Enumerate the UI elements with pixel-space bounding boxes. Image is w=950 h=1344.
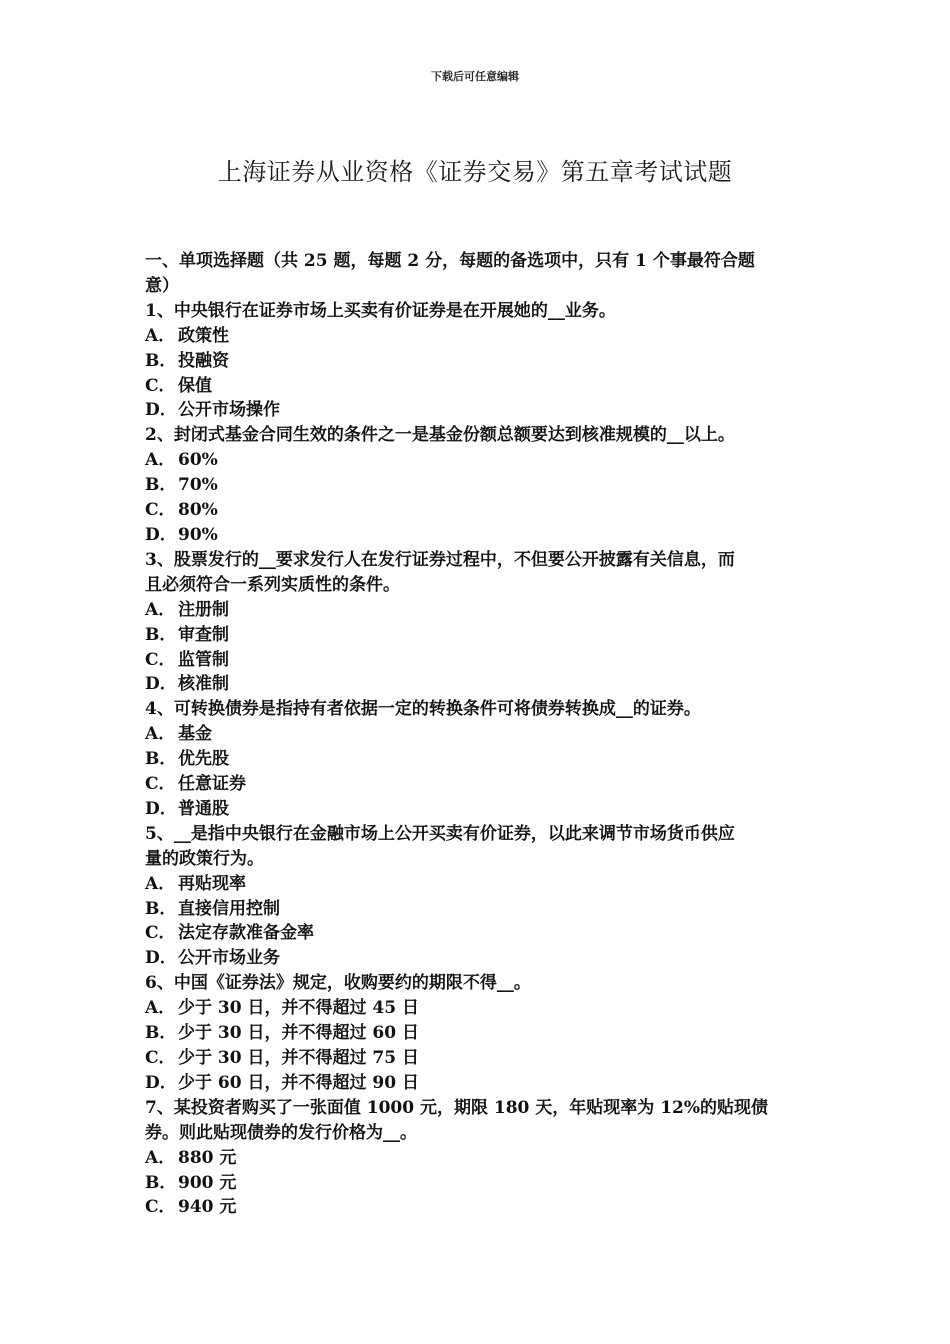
option-letter: C． [145,774,176,795]
option-letter: C． [145,649,176,670]
option-letter: D． [145,524,177,545]
question-item [145,697,810,822]
page-title: 上海证券从业资格《证券交易》第五章考试试题 [217,158,733,186]
option-text: 直接信用控制 [178,898,280,919]
answer-option [145,921,810,946]
option-text: 少于 30 日，并不得超过 45 日 [178,998,419,1019]
option-text: 90% [178,524,218,545]
document-body [145,249,810,1220]
option-letter: A． [145,325,176,346]
question-text: 且必须符合一系列实质性的条件。 [145,574,400,595]
question-text: 6、中国《证券法》规定，收购要约的期限不得__。 [145,973,531,994]
option-text: 70% [178,475,218,496]
option-text: 注册制 [178,599,229,620]
answer-option [145,1195,810,1220]
section-heading-line: 意） [145,275,179,296]
option-letter: D． [145,948,177,969]
answer-option [145,324,810,349]
option-letter: D． [145,1072,177,1093]
option-text: 审查制 [178,624,229,645]
option-text: 940 元 [178,1197,237,1218]
answer-option [145,523,810,548]
option-letter: B． [145,350,177,371]
question-item [145,423,810,548]
option-text: 核准制 [178,674,229,695]
option-letter: C． [145,923,176,944]
option-text: 优先股 [178,749,229,770]
answer-option [145,946,810,971]
option-letter: B． [145,749,177,770]
answer-option [145,672,810,697]
answer-option [145,872,810,897]
question-list [145,299,810,1221]
answer-option [145,1171,810,1196]
answer-option [145,473,810,498]
answer-option [145,448,810,473]
answer-option [145,623,810,648]
question-text: 3、股票发行的__要求发行人在发行证券过程中，不但要公开披露有关信息，而 [145,549,735,570]
option-letter: C． [145,500,176,521]
answer-option [145,897,810,922]
question-text: 1、中央银行在证券市场上买卖有价证券是在开展她的__业务。 [145,300,616,321]
option-letter: A． [145,1147,176,1168]
answer-option [145,797,810,822]
option-text: 少于 30 日，并不得超过 60 日 [178,1023,419,1044]
question-text: 7、某投资者购买了一张面值 1000 元，期限 180 天，年贴现率为 12%的贴现债 [145,1097,769,1118]
answer-option [145,722,810,747]
answer-option [145,996,810,1021]
answer-option [145,398,810,423]
header-note: 下载后可任意编辑 [431,70,519,83]
option-text: 法定存款准备金率 [178,923,314,944]
option-text: 保值 [178,375,212,396]
option-letter: A． [145,724,176,745]
answer-option [145,1146,810,1171]
option-text: 任意证券 [178,774,246,795]
option-text: 监管制 [178,649,229,670]
answer-option [145,374,810,399]
option-letter: A． [145,873,176,894]
option-letter: A． [145,450,176,471]
option-letter: B． [145,1172,177,1193]
option-letter: B． [145,624,177,645]
option-text: 政策性 [178,325,229,346]
option-letter: A． [145,599,176,620]
option-letter: D． [145,400,177,421]
option-letter: A． [145,998,176,1019]
answer-option [145,772,810,797]
option-letter: D． [145,798,177,819]
question-text: 4、可转换债券是指持有者依据一定的转换条件可将债券转换成__的证券。 [145,699,701,720]
option-text: 基金 [178,724,212,745]
option-letter: C． [145,375,176,396]
option-text: 900 元 [178,1172,237,1193]
answer-option [145,1046,810,1071]
question-item [145,971,810,1096]
answer-option [145,349,810,374]
option-text: 880 元 [178,1147,237,1168]
question-text: 2、封闭式基金合同生效的条件之一是基金份额总额要达到核准规模的__以上。 [145,425,735,446]
section-heading-line: 一、单项选择题（共 25 题，每题 2 分，每题的备选项中，只有 1 个事最符合题 [145,251,755,271]
option-letter: B． [145,1023,177,1044]
question-text: 量的政策行为。 [145,848,264,869]
question-text: 5、__是指中央银行在金融市场上公开买卖有价证券，以此来调节市场货币供应 [145,823,735,844]
answer-option [145,648,810,673]
section-heading [145,249,810,299]
answer-option [145,1021,810,1046]
option-text: 再贴现率 [178,873,246,894]
option-text: 少于 30 日，并不得超过 75 日 [178,1048,419,1068]
option-letter: B． [145,898,177,919]
option-text: 60% [178,450,218,471]
answer-option [145,747,810,772]
answer-option [145,598,810,623]
answer-option [145,498,810,523]
option-text: 公开市场操作 [178,400,280,421]
question-item [145,548,810,697]
option-text: 普通股 [178,798,229,819]
option-letter: B． [145,475,177,496]
question-item [145,822,810,971]
option-text: 80% [178,500,218,521]
question-item [145,1096,810,1221]
option-letter: C． [145,1197,176,1218]
option-text: 投融资 [178,350,229,371]
answer-option [145,1071,810,1096]
question-text: 券。则此贴现债券的发行价格为__。 [145,1122,417,1143]
option-letter: C． [145,1048,176,1068]
option-letter: D． [145,674,177,695]
option-text: 公开市场业务 [178,948,280,969]
question-item [145,299,810,424]
option-text: 少于 60 日，并不得超过 90 日 [178,1072,419,1093]
